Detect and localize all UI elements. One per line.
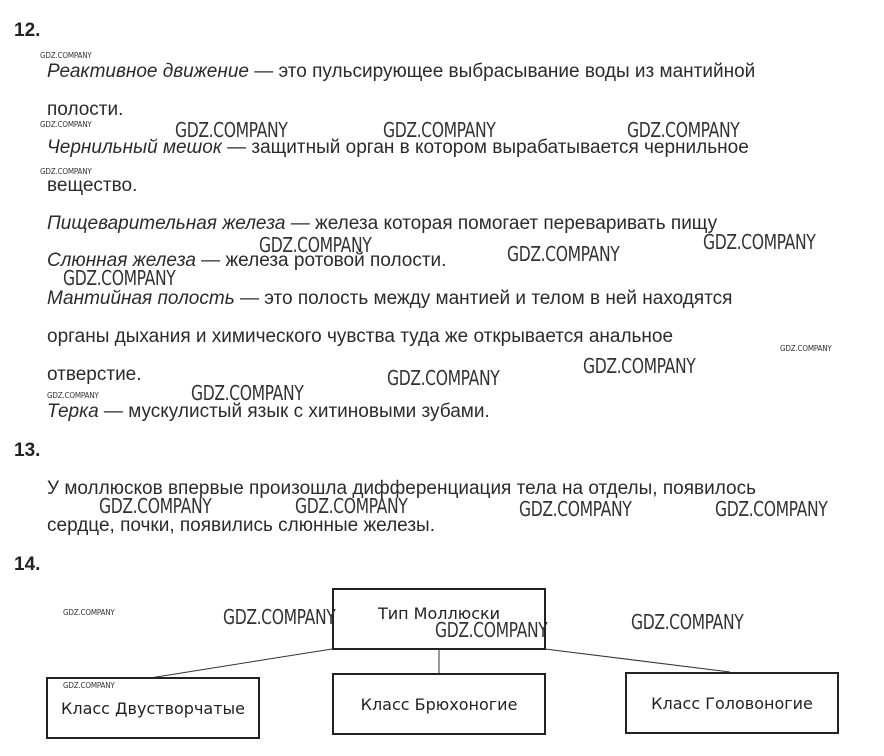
watermark: GDZ.COMPANY	[40, 167, 92, 176]
definition-text: — железа которая помогает переваривать пищу	[285, 213, 718, 234]
definition-text: вещество.	[47, 175, 138, 196]
section-number-12: 12.	[14, 20, 41, 41]
term: Слюнная железа	[47, 250, 196, 271]
watermark: GDZ.COMPANY	[780, 344, 832, 353]
diagram-child-label: Класс Двустворчатые	[60, 698, 245, 718]
definition-text: — это пульсирующее выбрасывание воды из мантийной	[248, 61, 756, 82]
watermark: GDZ.COMPANY	[175, 118, 288, 142]
connector-line	[150, 649, 332, 678]
watermark: GDZ.COMPANY	[63, 681, 115, 690]
watermark: GDZ.COMPANY	[631, 610, 744, 634]
watermark: GDZ.COMPANY	[40, 120, 92, 129]
watermark: GDZ.COMPANY	[435, 618, 548, 642]
definition-text: органы дыхания и химического чувства туда же открывается анальное	[47, 326, 674, 347]
definition-text: полости.	[47, 99, 124, 120]
watermark: GDZ.COMPANY	[627, 118, 740, 142]
watermark: GDZ.COMPANY	[387, 366, 500, 390]
diagram-child-box	[625, 672, 839, 734]
watermark: GDZ.COMPANY	[223, 605, 336, 629]
watermark: GDZ.COMPANY	[99, 494, 212, 518]
diagram-root-label: Тип Моллюски	[377, 604, 501, 623]
definition-text: — это полость между мантией и телом в ней находятся	[234, 288, 733, 309]
watermark: GDZ.COMPANY	[519, 497, 632, 521]
watermark: GDZ.COMPANY	[583, 354, 696, 378]
definition-text: — защитный орган в котором вырабатывается чернильное	[221, 137, 749, 158]
watermark: GDZ.COMPANY	[47, 391, 99, 400]
term: Мантийная полость	[47, 288, 235, 309]
section-number-14: 14.	[14, 554, 41, 575]
watermark: GDZ.COMPANY	[40, 51, 92, 60]
diagram-child-box	[332, 673, 546, 735]
watermark: GDZ.COMPANY	[259, 233, 372, 257]
watermark: GDZ.COMPANY	[63, 266, 176, 290]
term: Реактивное движение	[47, 61, 249, 82]
watermark: GDZ.COMPANY	[715, 497, 828, 521]
watermark: GDZ.COMPANY	[63, 608, 115, 617]
section-number-13: 13.	[14, 440, 41, 461]
definition-text: — железа ротовой полости.	[195, 250, 447, 271]
watermark: GDZ.COMPANY	[191, 381, 304, 405]
answer-text: У моллюсков впервые произошла дифференциация тела на отделы, появилось	[47, 478, 756, 499]
definition-text: — мускулистый язык с хитиновыми зубами.	[98, 401, 490, 422]
diagram-child-label: Класс Брюхоногие	[360, 694, 518, 714]
term: Пищеварительная железа	[47, 213, 286, 234]
term: Чернильный мешок	[47, 137, 222, 158]
watermark: GDZ.COMPANY	[703, 230, 816, 254]
term: Терка	[47, 401, 99, 422]
diagram-child-label: Класс Головоногие	[651, 693, 813, 713]
watermark: GDZ.COMPANY	[295, 494, 408, 518]
connector-line	[545, 649, 730, 672]
definition-text: отверстие.	[47, 364, 142, 385]
answer-text: сердце, почки, появились слюнные железы.	[47, 515, 435, 536]
watermark: GDZ.COMPANY	[383, 118, 496, 142]
watermark: GDZ.COMPANY	[507, 242, 620, 266]
